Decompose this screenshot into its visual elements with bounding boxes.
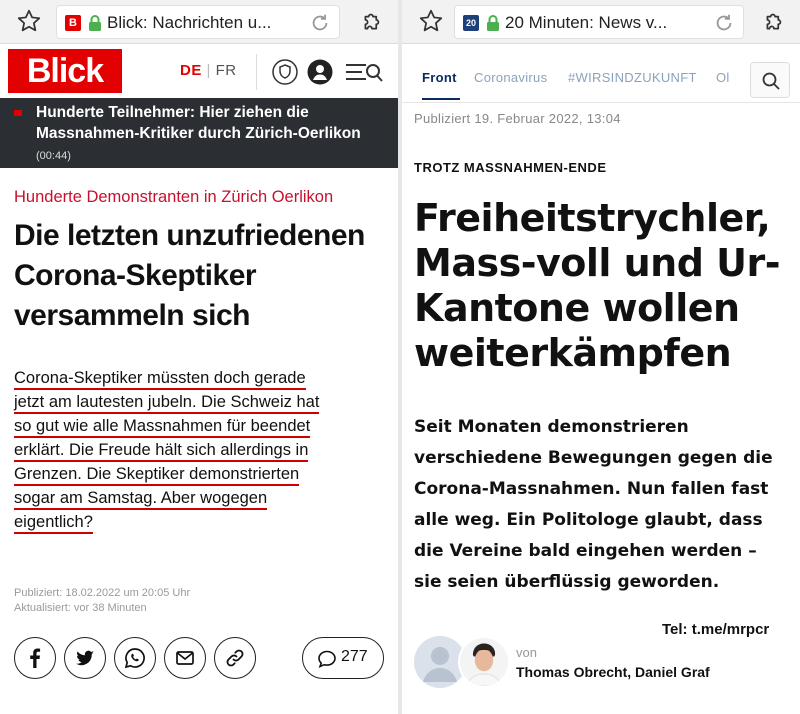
tab-wirsindzukunft[interactable]: #WIRSINDZUKUNFT xyxy=(568,70,697,85)
header-divider xyxy=(256,54,257,90)
tab-front[interactable]: Front xyxy=(422,70,457,85)
tab-overflow[interactable]: Ol xyxy=(716,70,730,85)
reload-icon[interactable] xyxy=(713,12,735,34)
user-account-icon[interactable] xyxy=(307,59,333,85)
reload-icon[interactable] xyxy=(309,12,331,34)
extensions-puzzle-icon[interactable] xyxy=(360,8,386,34)
lead-line-text: Grenzen. Die Skeptiker demonstrierten xyxy=(14,465,299,486)
facebook-icon xyxy=(24,647,46,669)
article-kicker: TROTZ MASSNAHMEN-ENDE xyxy=(414,160,607,175)
lead-line xyxy=(14,414,384,438)
twitter-icon xyxy=(74,647,96,669)
lead-line xyxy=(14,486,384,510)
url-text: Blick: Nachrichten u... xyxy=(107,13,272,32)
article-headline xyxy=(414,196,794,376)
comment-count: 277 xyxy=(341,648,368,665)
byline-prefix: von xyxy=(516,645,537,660)
active-tab-indicator xyxy=(422,98,460,100)
address-bar[interactable] xyxy=(454,5,744,39)
extensions-puzzle-icon[interactable] xyxy=(762,8,788,34)
tab-coronavirus[interactable]: Coronavirus xyxy=(474,70,548,85)
address-bar[interactable] xyxy=(56,5,340,39)
ticker-headline: Hunderte Teilnehmer: Hier ziehen die Massnahmen-Kritiker durch Zürich-Oerlikon xyxy=(36,104,361,142)
lead-line-text: so gut wie alle Massnahmen für beendet xyxy=(14,417,310,438)
site-header xyxy=(0,44,398,98)
blick-panel xyxy=(0,0,398,714)
share-facebook-button[interactable] xyxy=(14,637,56,679)
lead-line xyxy=(14,390,384,414)
ticker-text xyxy=(36,102,388,167)
video-ticker[interactable] xyxy=(0,98,398,168)
watermark-text: Tel: t.me/mrpcr xyxy=(662,621,770,638)
blick-logo[interactable]: Blick xyxy=(8,49,122,93)
article-headline: Die letzten unzufriedenen Corona-Skeptiker versammeln sich xyxy=(14,219,365,332)
bookmark-star-icon[interactable] xyxy=(418,8,444,34)
lead-line: Corona-Massnahmen. Nun fallen fast xyxy=(414,479,769,499)
share-email-button[interactable] xyxy=(164,637,206,679)
lock-icon xyxy=(87,14,103,32)
email-icon xyxy=(174,647,196,669)
20min-favicon-icon: 20 xyxy=(463,15,479,31)
whatsapp-icon xyxy=(124,647,146,669)
author-avatar-photo[interactable] xyxy=(458,636,510,688)
article-lead xyxy=(14,366,384,534)
lead-line: sie seien überflüssig geworden. xyxy=(414,572,720,592)
lead-line xyxy=(14,438,384,462)
share-whatsapp-button[interactable] xyxy=(114,637,156,679)
url-text: 20 Minuten: News v... xyxy=(505,13,668,32)
browser-toolbar xyxy=(402,0,800,44)
search-icon xyxy=(761,71,781,91)
lead-line xyxy=(14,366,384,390)
lang-separator: | xyxy=(206,62,211,79)
author-portrait-icon xyxy=(460,638,508,686)
search-button[interactable] xyxy=(750,62,790,98)
lead-line-text: eigentlich? xyxy=(14,513,93,534)
article-lead xyxy=(414,412,790,598)
ticker-bullet-icon xyxy=(14,110,22,116)
lead-line: die Vereine bald eingehen werden – xyxy=(414,541,757,561)
lock-icon xyxy=(485,14,501,32)
updated-date: Aktualisiert: vor 38 Minuten xyxy=(14,602,147,614)
lead-line: alle weg. Ein Politologe glaubt, dass xyxy=(414,510,763,530)
nav-divider xyxy=(402,102,800,103)
headline-line: Mass-voll und Ur- xyxy=(414,241,781,285)
share-twitter-button[interactable] xyxy=(64,637,106,679)
menu-search-icon[interactable] xyxy=(344,59,384,85)
author-names[interactable]: Thomas Obrecht, Daniel Graf xyxy=(516,664,710,680)
lang-fr-link[interactable]: FR xyxy=(215,62,237,79)
section-nav xyxy=(402,52,800,100)
lead-line xyxy=(14,462,384,486)
article-meta xyxy=(14,586,190,616)
browser-toolbar xyxy=(0,0,398,44)
lang-de-link[interactable]: DE xyxy=(180,62,202,79)
lead-line xyxy=(14,510,384,534)
published-date: Publiziert: 18.02.2022 um 20:05 Uhr xyxy=(14,587,191,599)
comment-bubble-icon xyxy=(317,649,337,669)
bookmark-star-icon[interactable] xyxy=(16,8,42,34)
headline-line: Kantone wollen xyxy=(414,286,740,330)
lead-line-text: Corona-Skeptiker müssten doch gerade xyxy=(14,369,306,390)
lead-line-text: sogar am Samstag. Aber wogegen xyxy=(14,489,267,510)
20min-panel xyxy=(402,0,800,714)
comments-button[interactable] xyxy=(302,637,384,679)
shield-icon[interactable] xyxy=(272,59,298,85)
link-icon xyxy=(224,647,246,669)
published-date: Publiziert 19. Februar 2022, 13:04 xyxy=(414,111,621,126)
article-kicker: Hunderte Demonstranten in Zürich Oerlikon xyxy=(14,188,334,206)
copy-link-button[interactable] xyxy=(214,637,256,679)
lead-line-text: jetzt am lautesten jubeln. Die Schweiz hat xyxy=(14,393,319,414)
lead-line-text: erklärt. Die Freude hält sich allerdings in xyxy=(14,441,308,462)
language-switch xyxy=(180,62,237,79)
headline-line: weiterkämpfen xyxy=(414,331,732,375)
ticker-duration: (00:44) xyxy=(36,150,71,162)
headline-line: Freiheitstrychler, xyxy=(414,196,771,240)
blick-favicon-icon: B xyxy=(65,15,81,31)
lead-line: Seit Monaten demonstrieren xyxy=(414,417,689,437)
lead-line: verschiedene Bewegungen gegen die xyxy=(414,448,773,468)
